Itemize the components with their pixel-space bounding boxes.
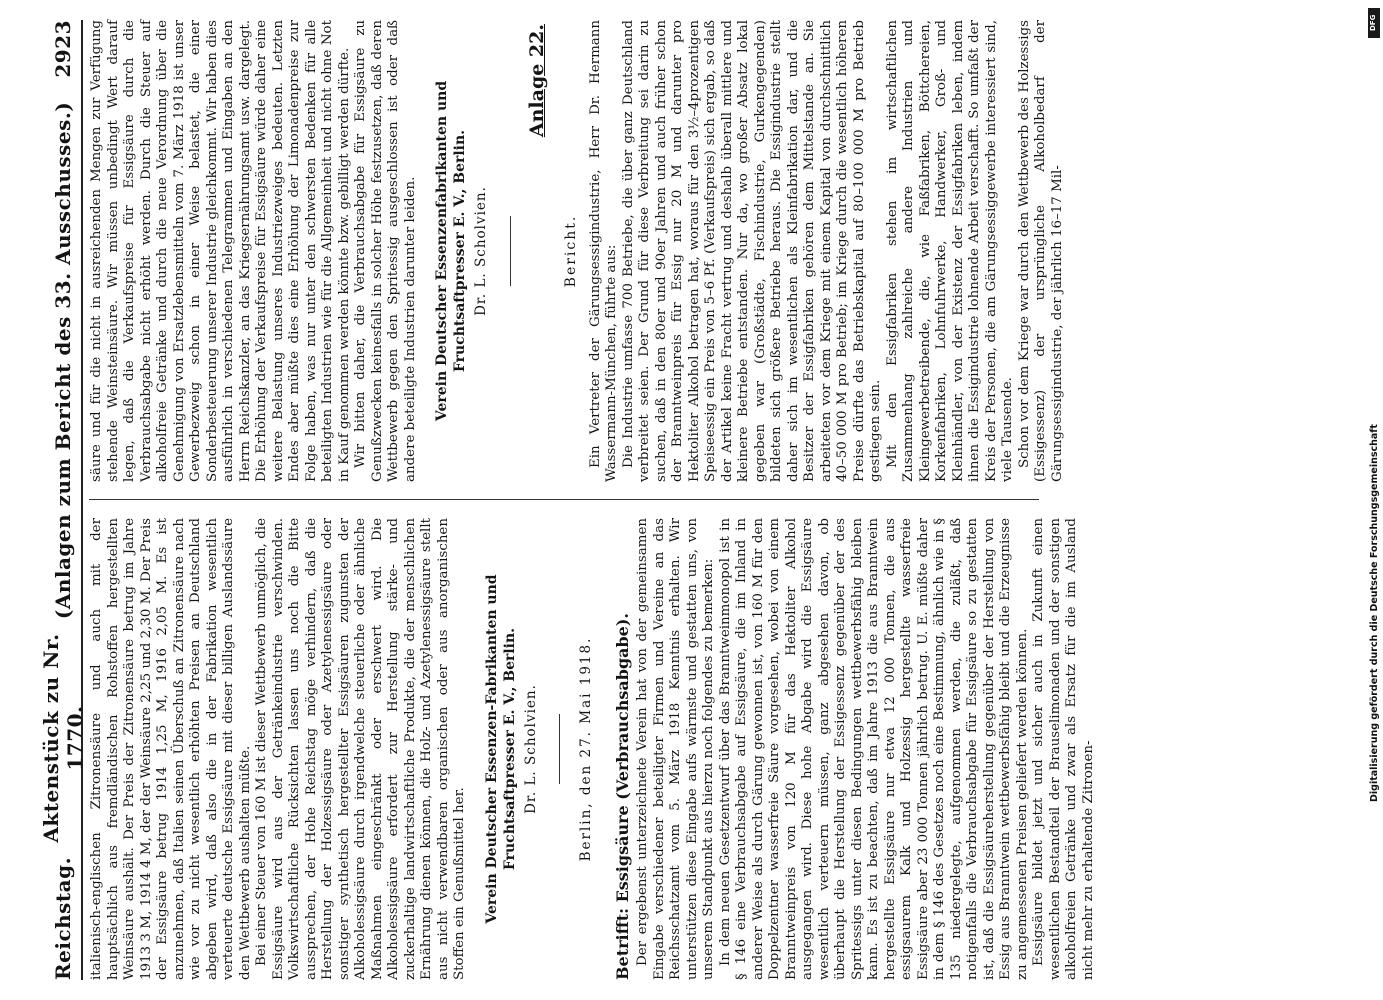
paragraph: Wir bitten daher, die Verbrauchsabgabe für Essigsäure zu Genußzwecken keinesfalls in solcher Höhe festzusetzen, daß deren Wettbewerb gegen den Spritessig ausgeschlossen ist oder daß andere beteiligte Industrien darunter leiden.	[353, 20, 418, 482]
column-divider	[89, 499, 1039, 500]
header-right-title: (Anlagen zum Bericht des 33. Ausschusses.)	[51, 101, 75, 620]
paragraph: Der ergebenst unterzeichnete Verein hat von der gemeinsamen Eingabe verschiedener beteiligter Firmen und Vereine an das Reichsschatzamt vom 5. März 1918 Kenntnis erhalten. Wir unterstützen diese Eingabe aufs wärmste und gestatten uns, von unserem Standpunkt aus hierzu noch folgendes zu bemerken:	[635, 518, 716, 980]
signature-association: Verein Deutscher Essenzen-Fabrikanten und Fruchtsaftpresser E. V., Berlin.	[483, 574, 518, 924]
paragraph: Schon vor dem Kriege war durch den Wettbewerb des Holzessigs (Essigessenz) der ursprüngliche Alkoholbedarf der Gärungsessigindustrie, der jährlich 16–17 Mil-	[1016, 20, 1065, 482]
signer-name: Dr. L. Scholvien.	[473, 186, 489, 316]
digitization-credit: Digitalisierung gefördert durch die Deutsche Forschungsgemeinschaft	[1369, 424, 1380, 802]
paragraph: italienisch-englischen Zitronensäure und auch mit der hauptsächlich aus fremdländischen Rohstoffen hergestellten Weinsäure aushält. Der Preis der Zitronensäure betrug im Jahre 1913 3 M, 1914 4 M, der der Weinsäure 2,25 und 2,30 M. Der Preis der Essigsäure betrug 1914 1,25 M, 1916 2,05 M. Es ist anzunehmen, daß Italien seinen Überschuß an Zitronensäure nach wie vor zu nicht wesentlich erhöhten Preisen an Deutschland abgeben wird, daß also die in der Fabrikation wesentlich verteuerte deutsche Essigsäure mit dieser billigen Auslandssäure den Wettbewerb aushalten müßte.	[89, 518, 253, 980]
report-heading: Bericht.	[563, 214, 579, 288]
dateline: Berlin, den 27. Mai 1918.	[578, 636, 594, 862]
page-header	[39, 20, 87, 980]
left-column	[89, 518, 1096, 980]
header-left: Reichstag.	[51, 856, 75, 980]
paragraph: Bei einer Steuer von 160 M ist dieser Wettbewerb unmöglich, die Essigsäure wird aus der Getränkeindustrie verschwinden. Volkswirtschaftliche Rücksichten lassen uns noch die Bitte aussprechen, der Hohe Reichstag möge verhindern, daß die Herstellung der Holzessigsäure oder Azetylenessigsäure oder sonstiger synthetisch hergestellter Essigsäuren zugunsten der Alkoholessigsäure durch irgendwelche steuerliche oder ähnliche Maßnahmen eingeschränkt oder erschwert wird. Die Alkoholessigsäure erfordert zur Herstellung stärke- und zuckerhaltige landwirtschaftliche Produkte, die der menschlichen Ernährung dienen können, die Holz- und Azetylenessigsäure stellt aus nicht verwendbaren organischen oder aus anorganischen Stoffen ein Genußmittel her.	[254, 518, 467, 980]
paragraph: säure und für die nicht in ausreichenden Mengen zur Verfügung stehende Weinsteinsäure. Wir müssen unbedingt Wert darauf legen, daß die Verkaufspreise für Essigsäure durch die Verbrauchsabgabe nicht erhöht werden. Durch die Steuer auf alkoholfreie Getränke und durch die neue Verordnung über die Genehmigung von Ersatzlebensmitteln vom 7. März 1918 ist unser Gewerbezweig schon in einer Weise belastet, die einer Sonderbesteuerung unserer Industrie gleichkommt. Wir haben dies ausführlich in verschiedenen Telegrammen und Eingaben an den Herrn Reichskanzler, an das Kriegsernährungsamt usw. dargelegt. Die Erhöhung der Verkaufspreise für Essigsäure würde daher eine weitere Belastung unseres Industriezweiges bedeuten. Letzten Endes aber müßte dies eine Erhöhung der Limonadenpreise zur Folge haben, was nur unter den schwersten Bedenken für alle beteiligten Industrien wie für die Allgemeinheit und nicht ohne Not in Kauf genommen werden könnte bzw. gebilligt werden dürfte.	[89, 20, 352, 482]
subject-line: Betrifft: Essigsäure (Verbrauchsabgabe).	[612, 612, 632, 980]
text-columns	[89, 20, 1096, 980]
paragraph: Mit den Essigfabriken stehen im wirtschaftlichen Zusammenhang zahlreiche andere Industrien und Kleingewerbetreibende, die, wie Faßfabriken, Böttchereien, Korkenfabriken, Lohnfuhrwerke, Handwerker, Groß- und Kleinhändler, von der Existenz der Essigfabriken leben, indem ihnen die Essigindustrie lohnende Arbeit verschafft. So umfaßt der Kreis der Personen, die am Gärungsessiggewerbe interessiert sind, viele Tausende.	[884, 20, 1015, 482]
paragraph: Ein Vertreter der Gärungsessigindustrie, Herr Dr. Hermann Wassermann-München, führte aus:	[587, 20, 619, 482]
page-number: 2923	[51, 20, 75, 78]
dfg-badge-label: DFG	[1369, 14, 1377, 32]
section-divider	[510, 216, 511, 286]
paragraph: Die Industrie umfasse 700 Betriebe, die über ganz Deutschland verbreitet seien. Der Grund für diese Verbreitung sei darin zu suchen, daß in den 80er und 90er Jahren und auch früher schon der Branntweinpreis für Essig nur 20 M und darunter pro Hektoliter Alkohol betragen hat, woraus für den 3½–4prozentigen Speiseessig ein Preis von 5–6 Pf. (Verkaufspreis) sich ergab, so daß der Artikel keine Fracht vertrug und deshalb überall mittlere und kleinere Betriebe entstanden. Nur da, wo großer Absatz lokal gegeben war (Großstädte, Fischindustrie, Gurkengegenden) bildeten sich größere Betriebe heraus. Die Essigindustrie stellt daher sich im wesentlichen als Kleinfabrikation dar, und die Besitzer der Essigfabriken gehören dem Mittelstande an. Sie arbeiteten vor dem Kriege mit einem Kapital von durchschnittlich 40–50 000 M pro Betrieb; im Kriege durch die wesentlich höheren Preise dürfte das Betriebskapital auf 80–100 000 M pro Betrieb gestiegen sein.	[620, 20, 883, 482]
paragraph: Essigsäure bildet jetzt und sicher auch in Zukunft einen wesentlichen Bestandteil der Brauselimonaden und der sonstigen alkoholfreien Getränke und zwar als Ersatz für die im Ausland nicht mehr zu erhaltende Zitronen-	[1031, 518, 1096, 980]
header-middle: Aktenstück zu Nr. 1770.	[39, 633, 87, 843]
section-divider	[559, 714, 560, 784]
appendix-heading: Anlage 22.	[525, 24, 548, 138]
paragraph: In dem neuen Gesetzentwurf über das Branntweinmonopol ist in § 146 eine Verbrauchsabgabe auf Essigsäure, die im Inland in anderer Weise als durch Gärung gewonnen ist, von 160 M für den Doppelzentner wasserfreie Säure vorgesehen, wobei von einem Branntweinpreis von 120 M für das Hektoliter Alkohol ausgegangen wird. Diese hohe Abgabe wird die Essigsäure wesentlich verteuern müssen, ganz abgesehen davon, ob überhaupt die Herstellung der Essigessenz gegenüber der des Spritessigs unter diesen Bedingungen wettbewerbsfähig bleiben kann. Es ist zu beachten, daß im Jahre 1913 die aus Branntwein hergestellte Essigsäure nur etwa 12 000 Tonnen, die aus essigsaurem Kalk und Holzessig hergestellte wasserfreie Essigsäure aber 23 000 Tonnen jährlich betrug. U. E. müßte daher in dem § 146 des Gesetzes noch eine Bestimmung, ähnlich wie in § 135 niedergelegte, aufgenommen werden, die zuläßt, daß notigenfalls die Verbrauchsabgabe für Essigsäure so zu gestatten ist, daß die Essigsäureherstellung gegenüber der Herstellung von Essig aus Branntwein wettbewerbsfähig bleibt und die Erzeugnisse zu angemessenen Preisen geliefert werden können.	[717, 518, 1030, 980]
rotated-document-page	[39, 20, 1096, 980]
right-column	[89, 20, 1065, 482]
signer-name: Dr. L. Scholvien.	[522, 684, 539, 814]
signature-association: Verein Deutscher Essenzenfabrikanten und Fruchtsaftpresser E. V., Berlin.	[434, 80, 468, 422]
